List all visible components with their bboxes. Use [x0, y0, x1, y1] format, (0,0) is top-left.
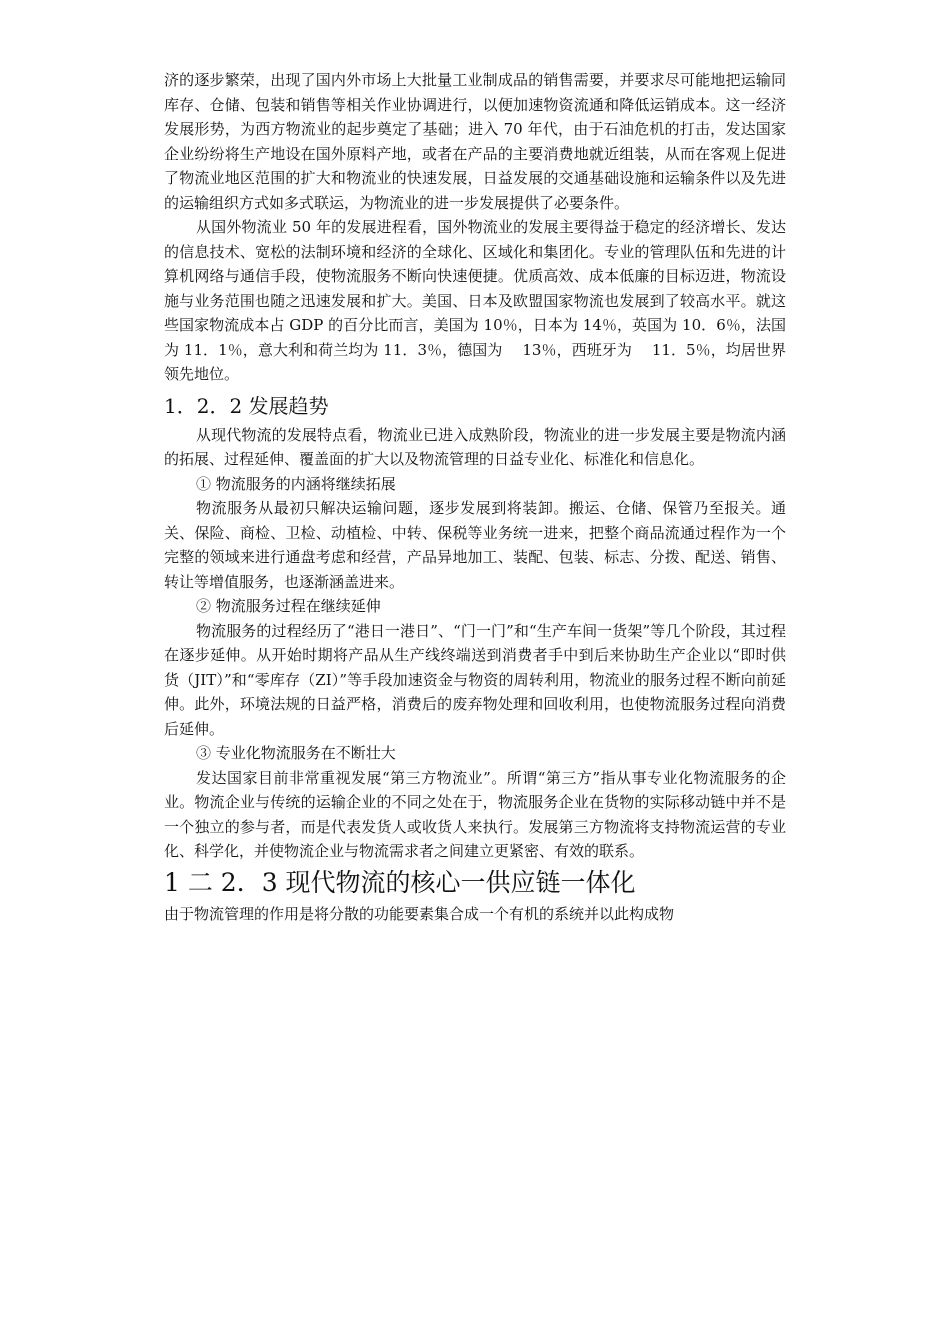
- paragraph-third-party-logistics: 发达国家目前非常重视发展“第三方物流业”。所谓“第三方”指从事专业化物流服务的企业。物流企业与传统的运输企业的不同之处在于，物流服务企业在货物的实际移动链中并不是一个独立的参与者，而是代表发货人或收货人来执行。发展第三方物流将支持物流运营的专业化、科学化，并使物流企业与物流需求者之间建立更紧密、有效的联系。: [164, 768, 786, 860]
- section-heading-supply-chain: 1 二 2．3 现代物流的核心一供应链一体化: [164, 867, 636, 897]
- section-heading-development-trend: 1．2．2 发展趋势: [164, 393, 329, 418]
- paragraph-service-expansion: 物流服务从最初只解决运输问题，逐步发展到将装卸。搬运、仓储、保管乃至报关。通关、保险、商检、卫检、动植检、中转、保税等业务统一进来，把整个商品流通过程作为一个完整的领域来进行通盘考虑和经营，产品异地加工、装配、包装、标志、分拨、配送、销售、转让等增值服务，也逐渐涵盖进来。: [164, 499, 786, 591]
- paragraph-intro-continued: 济的逐步繁荣，出现了国内外市场上大批量工业制成品的销售需要，并要求尽可能地把运输同库存、仓储、包装和销售等相关作业协调进行，以便加速物资流通和降低运销成本。这一经济发展形势，为西方物流业的起步奠定了基础；进入 70 年代，由于石油危机的打击，发达国家企业纷纷将生产地设在国外原料产地，或者在产品的主要消费地就近组装，从而在客观上促进了物流业地区范围的扩大和物流业的快速发展，日益发展的交通基础设施和运输条件以及先进的运输组织方式如多式联运，为物流业的进一步发展提供了必要条件。: [164, 71, 786, 212]
- document-page: [164, 68, 786, 926]
- paragraph-supply-chain-intro: 由于物流管理的作用是将分散的功能要素集合成一个有机的系统并以此构成物: [164, 904, 675, 923]
- list-item-heading-1: ① 物流服务的内涵将继续拓展: [196, 474, 396, 493]
- paragraph-trend-overview: 从现代物流的发展特点看，物流业已进入成熟阶段，物流业的进一步发展主要是物流内涵的拓展、过程延伸、覆盖面的扩大以及物流管理的日益专业化、标准化和信息化。: [164, 425, 786, 468]
- paragraph-foreign-logistics: 从国外物流业 50 年的发展进程看，国外物流业的发展主要得益于稳定的经济增长、发达的信息技术、宽松的法制环境和经济的全球化、区域化和集团化。专业的管理队伍和先进的计算机网络与通信手段，使物流服务不断向快速便捷。优质高效、成本低廉的目标迈进，物流设施与业务范围也随之迅速发展和扩大。美国、日本及欧盟国家物流也发展到了较高水平。就这些国家物流成本占 GDP 的百分比而言，美国为 10％，日本为 14％，英国为 10．6％，法国为 11．1％，意大利和荷兰均为 11．3％，德国为 13％，西班牙为 11．5％，均居世界领先地位。: [164, 218, 786, 383]
- paragraph-service-extension: 物流服务的过程经历了“港日一港日”、“门一门”和“生产车间一货架”等几个阶段，其过程在逐步延伸。从开始时期将产品从生产线终端送到消费者手中到后来协助生产企业以“即时供货（JIT）”和“零库存（ZI）”等手段加速资金与物资的周转利用，物流业的服务过程不断向前延伸。此外，环境法规的日益严格，消费后的废弃物处理和回收利用，也使物流服务过程向消费后延伸。: [164, 621, 786, 738]
- list-item-heading-3: ③ 专业化物流服务在不断壮大: [196, 744, 396, 762]
- list-item-heading-2: ② 物流服务过程在继续延伸: [196, 597, 381, 615]
